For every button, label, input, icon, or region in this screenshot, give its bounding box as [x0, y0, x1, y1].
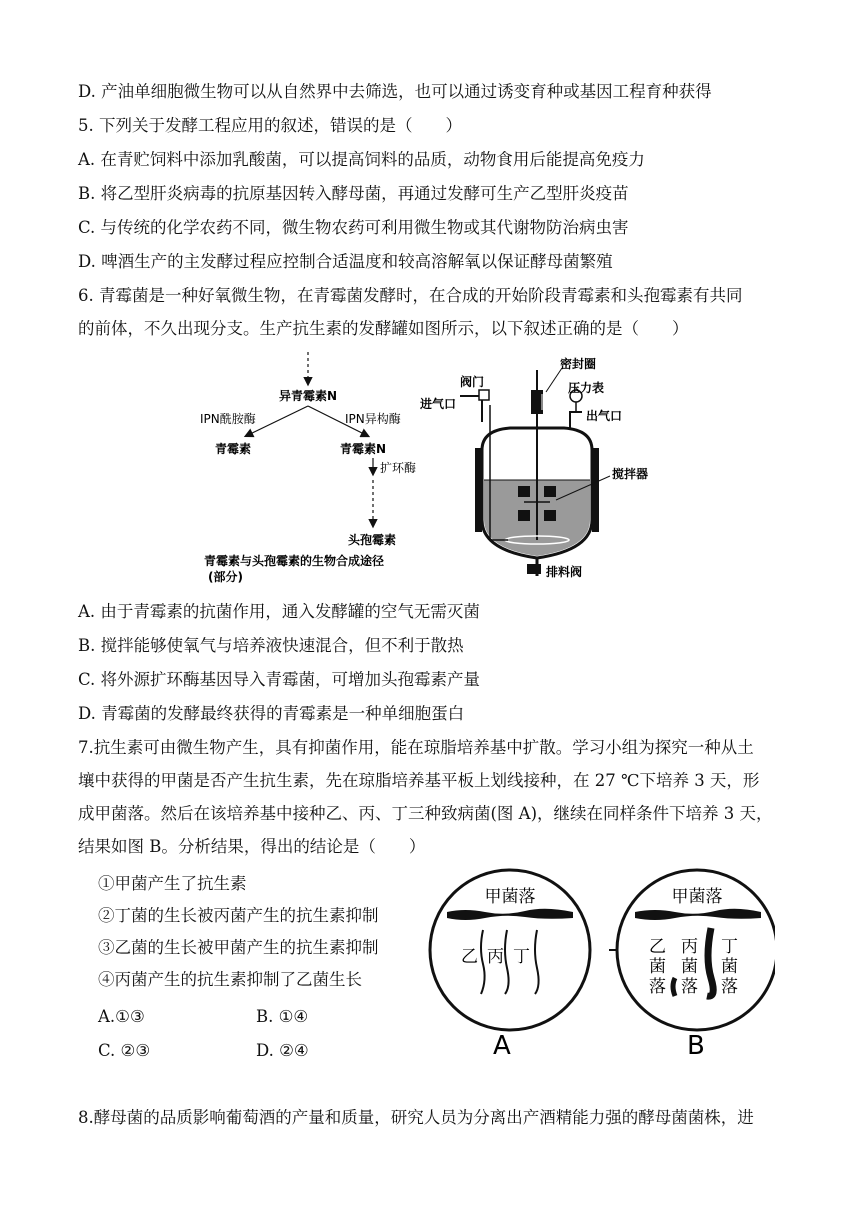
pathway-caption: 青霉素与头孢霉素的生物合成途径 [204, 554, 385, 568]
q7-option-d: D. ②④ [256, 1041, 309, 1060]
q6-stem-line2: 的前体，不久出现分支。生产抗生素的发酵罐如图所示，以下叙述正确的是（ ） [78, 319, 689, 338]
q5-stem: 5. 下列关于发酵工程应用的叙述，错误的是（ ） [78, 116, 462, 135]
pathway-product-final: 头孢霉素 [348, 533, 397, 547]
pathway-enzyme-right: IPN异构酶 [345, 412, 401, 426]
pathway-caption-part: (部分) [208, 570, 243, 584]
dish-b-ding-label: 丁菌落 [721, 937, 738, 997]
dish-a-colony-label: 甲菌落 [484, 887, 536, 907]
q7-stem-line3: 成甲菌落。然后在该培养基中接种乙、丙、丁三种致病菌(图 A)，继续在同样条件下培养 3 天， [78, 804, 773, 823]
q6-option-d: D. 青霉菌的发酵最终获得的青霉素是一种单细胞蛋白 [78, 704, 465, 723]
q7-option-a: A.①③ [98, 1007, 145, 1026]
pathway-product-mid: 青霉素N [340, 442, 387, 456]
pathway-enzyme-cyclase: 扩环酶 [380, 461, 417, 475]
fermenter-stirrer-label: 搅拌器 [612, 467, 649, 481]
q6-option-b: B. 搅拌能够使氧气与培养液快速混合，但不利于散热 [78, 636, 464, 655]
dish-b-colony-label: 甲菌落 [671, 887, 723, 907]
fermenter-gauge-label: 压力表 [568, 381, 605, 395]
q5-option-b: B. 将乙型肝炎病毒的抗原基因转入酵母菌，再通过发酵可生产乙型肝炎疫苗 [78, 184, 629, 203]
q5-option-a: A. 在青贮饲料中添加乳酸菌，可以提高饲料的品质，动物食用后能提高免疫力 [78, 150, 645, 169]
fermenter-seal-label: 密封圈 [560, 357, 597, 371]
fermenter-drain-label: 排料阀 [546, 565, 583, 579]
q6-option-a: A. 由于青霉素的抗菌作用，通入发酵罐的空气无需灭菌 [78, 602, 480, 621]
pathway-enzyme-left: IPN酰胺酶 [200, 412, 256, 426]
fermenter-inlet-label: 进气口 [420, 397, 457, 411]
q5-option-d: D. 啤酒生产的主发酵过程应控制合适温度和较高溶解氧以保证酵母菌繁殖 [78, 252, 613, 271]
q6-stem-line1: 6. 青霉菌是一种好氧微生物，在青霉菌发酵时，在合成的开始阶段青霉素和头孢霉素有共同 [78, 286, 743, 305]
q7-statement-1: ①甲菌产生了抗生素 [98, 874, 247, 893]
q7-stem-line1: 7.抗生素可由微生物产生，具有抑菌作用，能在琼脂培养基中扩散。学习小组为探究一种从土 [78, 738, 754, 757]
q6-option-c: C. 将外源扩环酶基因导入青霉菌，可增加头孢霉素产量 [78, 670, 481, 689]
pathway-precursor: 异青霉素N [278, 389, 338, 403]
dish-a-ding-label: 丁 [513, 947, 530, 967]
dish-b-figure-label: B [687, 1031, 705, 1058]
dish-a-figure-label: A [493, 1031, 511, 1058]
q6-figure [190, 350, 650, 590]
q7-stem-line2: 壤中获得的甲菌是否产生抗生素，先在琼脂培养基平板上划线接种，在 27 ℃下培养 3 天，形 [78, 771, 760, 790]
q7-statement-4: ④丙菌产生的抗生素抑制了乙菌生长 [98, 970, 362, 989]
fermenter-diagram [460, 368, 610, 576]
dish-a-bing-label: 丙 [487, 947, 504, 967]
dish-b-yi-label: 乙菌落 [649, 937, 666, 997]
fermenter-outlet-label: 出气口 [586, 409, 623, 423]
q7-statement-2: ②丁菌的生长被丙菌产生的抗生素抑制 [98, 906, 379, 925]
dish-b-bing-label: 丙菌落 [681, 937, 698, 997]
q4-option-d: D. 产油单细胞微生物可以从自然界中去筛选，也可以通过诱变育种或基因工程育种获得 [78, 82, 712, 101]
q8-stem-line1: 8.酵母菌的品质影响葡萄酒的产量和质量，研究人员为分离出产酒精能力强的酵母菌菌株，进 [78, 1108, 754, 1127]
q7-option-b: B. ①④ [256, 1007, 309, 1026]
q7-option-c: C. ②③ [98, 1041, 151, 1060]
pathway-product-left: 青霉素 [215, 442, 252, 456]
q5-option-c: C. 与传统的化学农药不同，微生物农药可利用微生物或其代谢物防治病虫害 [78, 218, 629, 237]
q7-statement-3: ③乙菌的生长被甲菌产生的抗生素抑制 [98, 938, 379, 957]
fermenter-valve-label: 阀门 [460, 375, 485, 389]
q7-figure [425, 868, 775, 1058]
q7-stem-line4: 结果如图 B。分析结果，得出的结论是（ ） [78, 837, 426, 856]
dish-a-yi-label: 乙 [461, 947, 478, 967]
